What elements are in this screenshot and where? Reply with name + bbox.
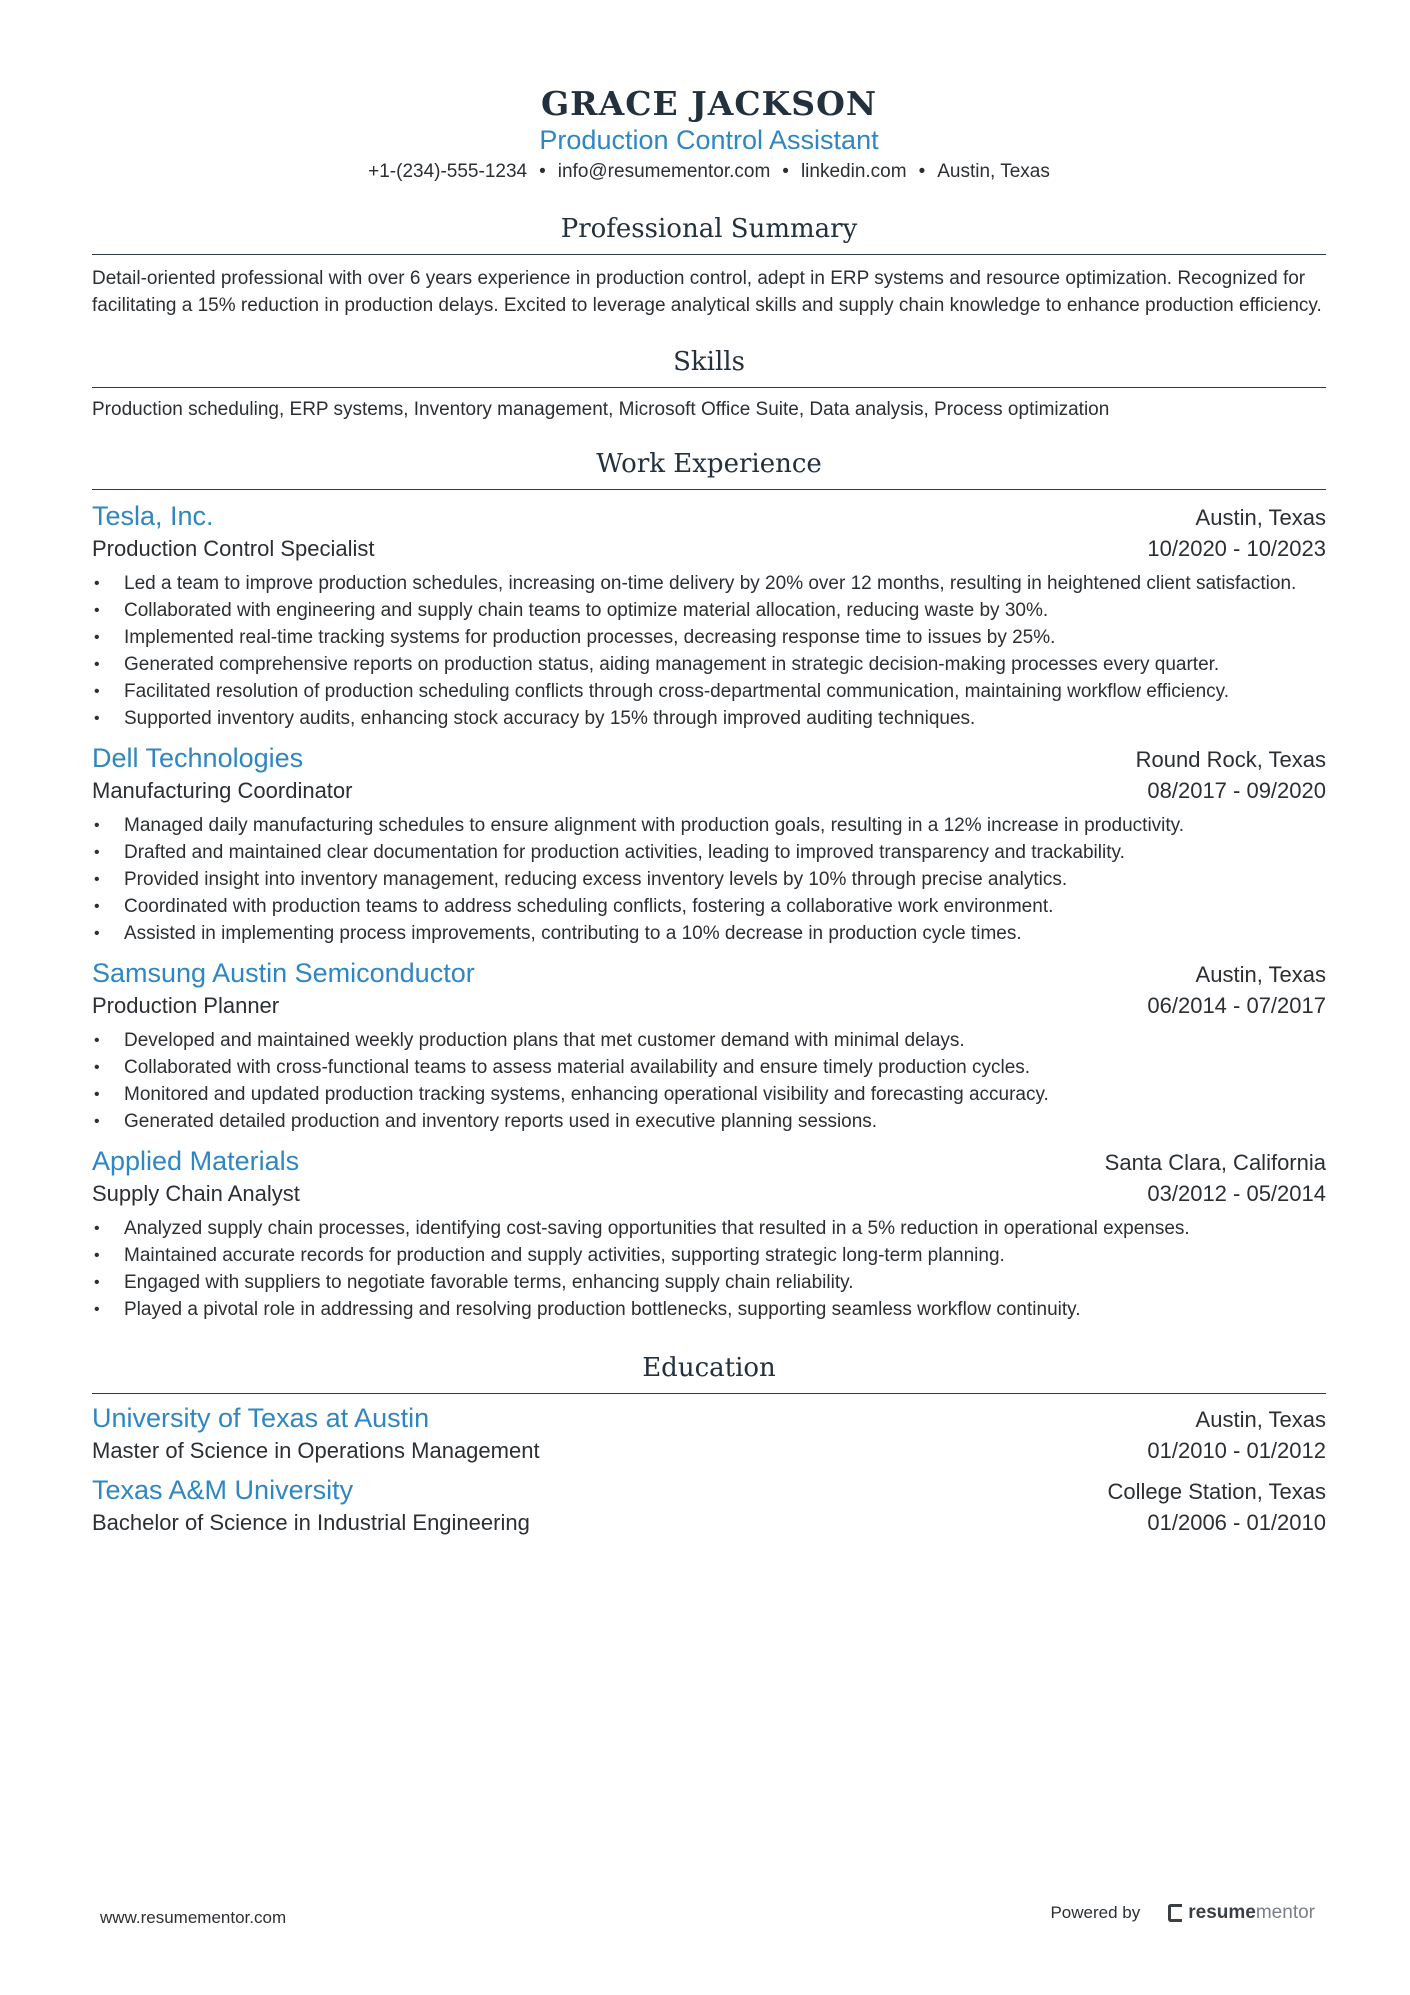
logo-icon bbox=[1168, 1904, 1182, 1922]
job-role: Production Planner bbox=[92, 993, 280, 1018]
edu-header-row bbox=[92, 1400, 1326, 1436]
job-bullets bbox=[92, 1027, 1326, 1135]
logo-text-light: mentor bbox=[1255, 1902, 1315, 1923]
summary-text: Detail-oriented professional with over 6 years experience in production control, adept in ERP systems and resource optimization. Recognized for facilitating a 15% reduction in production delays. Excited to leverage analytical skills and supply chain knowledge to enhance production efficiency. bbox=[92, 268, 1322, 316]
job-bullet: • Provided insight into inventory management, reducing excess inventory levels by 10% through precise analytics. bbox=[92, 866, 1326, 893]
bullet-separator: • bbox=[539, 161, 546, 182]
job-dates: 10/2020 - 10/2023 bbox=[1147, 536, 1326, 561]
job-bullets bbox=[92, 812, 1326, 947]
job-role: Manufacturing Coordinator bbox=[92, 778, 353, 803]
job-role-row bbox=[92, 1179, 1326, 1209]
job-entry bbox=[92, 955, 1326, 1135]
linkedin[interactable]: linkedin.com bbox=[800, 161, 907, 182]
company-name: Samsung Austin Semiconductor bbox=[92, 958, 475, 988]
job-location: Austin, Texas bbox=[1195, 505, 1326, 530]
job-location: Austin, Texas bbox=[1195, 962, 1326, 987]
job-bullet: • Played a pivotal role in addressing and resolving production bottlenecks, supporting seamless workflow continuity. bbox=[92, 1296, 1326, 1323]
job-bullets bbox=[92, 1215, 1326, 1323]
job-location: Santa Clara, California bbox=[1104, 1150, 1326, 1175]
summary-section bbox=[92, 212, 1326, 319]
contact-line bbox=[92, 158, 1326, 186]
job-bullet: • Assisted in implementing process improvements, contributing to a 10% decrease in production cycle times. bbox=[92, 920, 1326, 947]
powered-by-label: Powered by bbox=[1050, 1903, 1141, 1922]
job-dates: 06/2014 - 07/2017 bbox=[1147, 993, 1326, 1018]
edu-degree-row bbox=[92, 1508, 1326, 1538]
edu-header-row bbox=[92, 1472, 1326, 1508]
job-bullet: • Managed daily manufacturing schedules to ensure alignment with production goals, resulting in a 12% increase in productivity. bbox=[92, 812, 1326, 839]
job-header-row bbox=[92, 498, 1326, 534]
work-section bbox=[92, 447, 1326, 1323]
job-bullet: • Analyzed supply chain processes, identifying cost-saving opportunities that resulted in a 5% reduction in operational expenses. bbox=[92, 1215, 1326, 1242]
job-header-row bbox=[92, 740, 1326, 776]
education-list bbox=[92, 1400, 1326, 1538]
job-bullet: • Engaged with suppliers to negotiate favorable terms, enhancing supply chain reliability. bbox=[92, 1269, 1326, 1296]
footer-website[interactable]: www.resumementor.com bbox=[100, 1908, 287, 1927]
job-header-row bbox=[92, 955, 1326, 991]
school-location: Austin, Texas bbox=[1195, 1407, 1326, 1432]
job-entry bbox=[92, 740, 1326, 947]
education-section bbox=[92, 1351, 1326, 1538]
resumementor-logo[interactable] bbox=[1168, 1902, 1315, 1924]
job-bullet: • Coordinated with production teams to address scheduling conflicts, fostering a collaborative work environment. bbox=[92, 893, 1326, 920]
location: Austin, Texas bbox=[937, 161, 1050, 182]
job-bullet: • Developed and maintained weekly production plans that met customer demand with minimal delays. bbox=[92, 1027, 1326, 1054]
education-entry bbox=[92, 1472, 1326, 1538]
job-role: Production Control Specialist bbox=[92, 536, 375, 561]
degree: Bachelor of Science in Industrial Engineering bbox=[92, 1510, 530, 1535]
job-list bbox=[92, 498, 1326, 1323]
job-role-row bbox=[92, 534, 1326, 564]
edu-dates: 01/2010 - 01/2012 bbox=[1147, 1438, 1326, 1463]
logo-text-bold: resume bbox=[1188, 1902, 1256, 1923]
company-name: Dell Technologies bbox=[92, 743, 304, 773]
edu-dates: 01/2006 - 01/2010 bbox=[1147, 1510, 1326, 1535]
job-bullet: • Generated comprehensive reports on production status, aiding management in strategic decision-making processes every quarter. bbox=[92, 651, 1326, 678]
job-bullet: • Collaborated with engineering and supply chain teams to optimize material allocation, reducing waste by 30%. bbox=[92, 597, 1326, 624]
email[interactable]: info@resumementor.com bbox=[557, 161, 771, 182]
job-dates: 03/2012 - 05/2014 bbox=[1147, 1181, 1326, 1206]
job-bullet: • Maintained accurate records for production and supply activities, supporting strategic long-term planning. bbox=[92, 1242, 1326, 1269]
job-bullet: • Facilitated resolution of production scheduling conflicts through cross-departmental communication, maintaining workflow efficiency. bbox=[92, 678, 1326, 705]
school-name: Texas A&M University bbox=[92, 1475, 354, 1505]
job-bullet: • Implemented real-time tracking systems for production processes, decreasing response time to issues by 25%. bbox=[92, 624, 1326, 651]
section-heading: Professional Summary bbox=[92, 212, 1326, 255]
job-bullet: • Supported inventory audits, enhancing stock accuracy by 15% through improved auditing techniques. bbox=[92, 705, 1326, 732]
job-entry bbox=[92, 1143, 1326, 1323]
skills-text: Production scheduling, ERP systems, Inventory management, Microsoft Office Suite, Data analysis, Process optimization bbox=[92, 399, 1110, 420]
job-bullet: • Generated detailed production and inventory reports used in executive planning sessions. bbox=[92, 1108, 1326, 1135]
job-bullet: • Drafted and maintained clear documentation for production activities, leading to improved transparency and trackability. bbox=[92, 839, 1326, 866]
section-heading: Education bbox=[92, 1351, 1326, 1394]
job-dates: 08/2017 - 09/2020 bbox=[1147, 778, 1326, 803]
job-bullet: • Monitored and updated production tracking systems, enhancing operational visibility and forecasting accuracy. bbox=[92, 1081, 1326, 1108]
school-name: University of Texas at Austin bbox=[92, 1403, 430, 1433]
candidate-title: Production Control Assistant bbox=[539, 125, 879, 155]
job-bullet: • Led a team to improve production schedules, increasing on-time delivery by 20% over 12 months, resulting in heightened client satisfaction. bbox=[92, 570, 1326, 597]
job-bullets bbox=[92, 570, 1326, 732]
section-heading: Work Experience bbox=[92, 447, 1326, 490]
job-bullet: • Collaborated with cross-functional teams to assess material availability and ensure timely production cycles. bbox=[92, 1054, 1326, 1081]
section-heading: Skills bbox=[92, 345, 1326, 388]
company-name: Tesla, Inc. bbox=[92, 501, 214, 531]
education-entry bbox=[92, 1400, 1326, 1466]
skills-section bbox=[92, 345, 1326, 423]
bullet-separator: • bbox=[782, 161, 789, 182]
footer-powered bbox=[1050, 1902, 1315, 1924]
degree: Master of Science in Operations Management bbox=[92, 1438, 540, 1463]
candidate-name: GRACE JACKSON bbox=[540, 84, 878, 123]
job-role-row bbox=[92, 991, 1326, 1021]
phone: +1-(234)-555-1234 bbox=[368, 161, 528, 182]
job-entry bbox=[92, 498, 1326, 732]
bullet-separator: • bbox=[918, 161, 926, 182]
school-location: College Station, Texas bbox=[1107, 1479, 1326, 1504]
job-role: Supply Chain Analyst bbox=[92, 1181, 300, 1206]
company-name: Applied Materials bbox=[92, 1146, 300, 1176]
resume-header bbox=[92, 0, 1326, 186]
job-header-row bbox=[92, 1143, 1326, 1179]
job-location: Round Rock, Texas bbox=[1135, 747, 1326, 772]
edu-degree-row bbox=[92, 1436, 1326, 1466]
job-role-row bbox=[92, 776, 1326, 806]
resume-page bbox=[92, 0, 1326, 1538]
